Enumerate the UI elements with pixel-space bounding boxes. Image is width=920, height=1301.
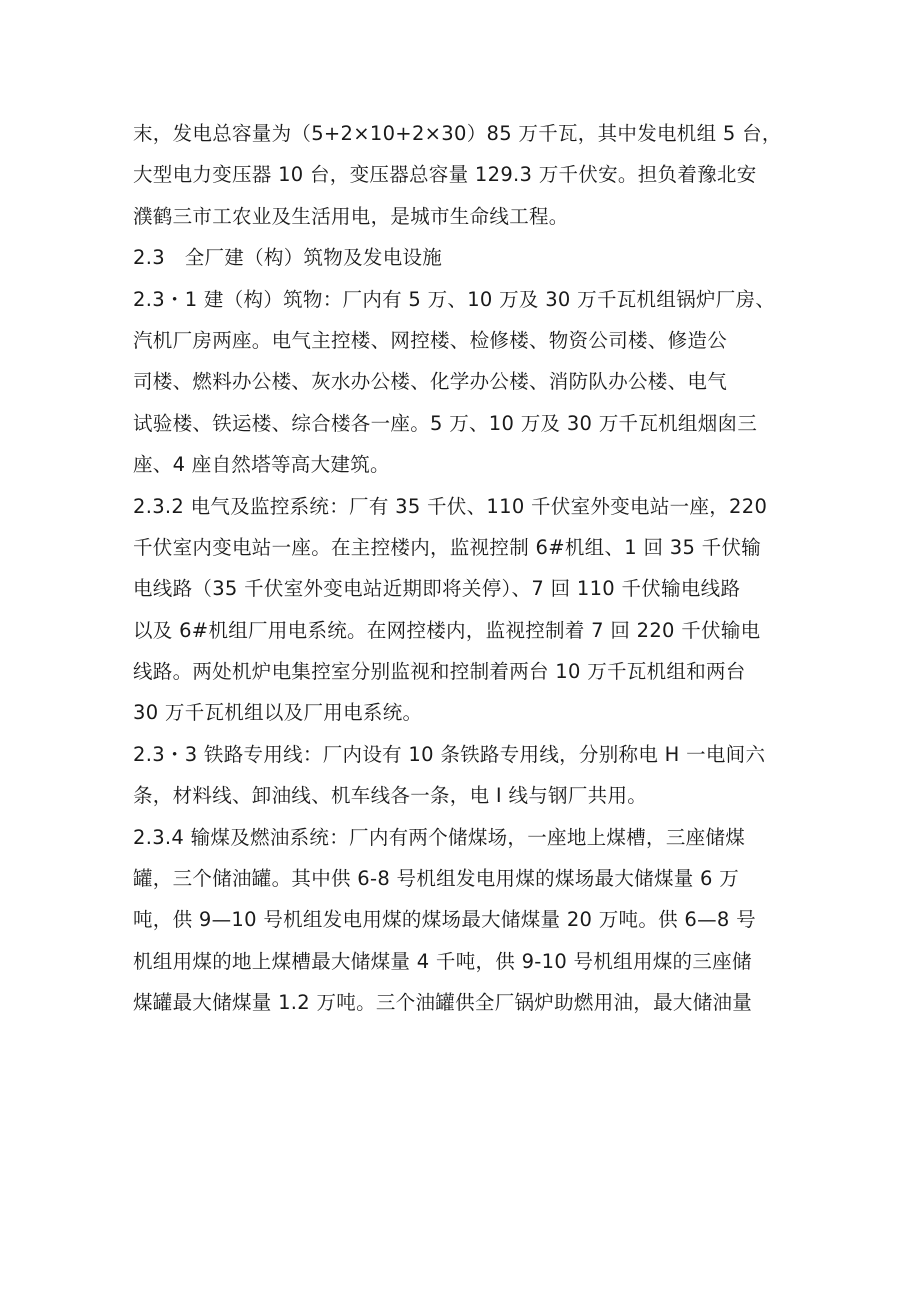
text-line: 座、4 座自然塔等高大建筑。	[133, 453, 390, 477]
text-line: 机组用煤的地上煤槽最大储煤量 4 千吨，供 9-10 号机组用煤的三座储	[133, 949, 752, 973]
text-line: 罐，三个储油罐。其中供 6-8 号机组发电用煤的煤场最大储煤量 6 万	[133, 867, 740, 891]
text-line: 试验楼、铁运楼、综合楼各一座。5 万、10 万及 30 万千瓦机组烟囱三	[133, 411, 758, 435]
text-line: 吨，供 9—10 号机组发电用煤的煤场最大储煤量 20 万吨。供 6—8 号	[133, 908, 756, 932]
text-line: 2.3.4 输煤及燃油系统：厂内有两个储煤场，一座地上煤槽，三座储煤	[133, 825, 746, 849]
text-line: 2.3・3 铁路专用线：厂内设有 10 条铁路专用线，分别称电 H 一电间六	[133, 742, 766, 766]
text-line: 煤罐最大储煤量 1.2 万吨。三个油罐供全厂锅炉助燃用油，最大储油量	[133, 991, 753, 1015]
text-line: 2.3・1 建（构）筑物：厂内有 5 万、10 万及 30 万千瓦机组锅炉厂房、	[133, 287, 776, 311]
text-line: 汽机厂房两座。电气主控楼、网控楼、检修楼、物资公司楼、修造公	[133, 328, 728, 352]
body-text	[133, 113, 797, 1024]
text-line: 千伏室内变电站一座。在主控楼内，监视控制 6#机组、1 回 35 千伏输	[133, 535, 762, 559]
text-line: 30 万千瓦机组以及厂用电系统。	[133, 701, 423, 725]
section-heading: 2.3 全厂建（构）筑物及发电设施	[133, 246, 443, 270]
text-line: 电线路（35 千伏室外变电站近期即将关停）、7 回 110 千伏输电线路	[133, 577, 741, 601]
text-line: 2.3.2 电气及监控系统：厂有 35 千伏、110 千伏室外变电站一座，220	[133, 494, 768, 518]
text-line: 以及 6#机组厂用电系统。在网控楼内，监视控制着 7 回 220 千伏输电	[133, 618, 761, 642]
text-line: 线路。两处机炉电集控室分别监视和控制着两台 10 万千瓦机组和两台	[133, 660, 746, 684]
text-line: 大型电力变压器 10 台，变压器总容量 129.3 万千伏安。担负着豫北安	[133, 163, 757, 187]
text-line: 末，发电总容量为（5+2×10+2×30）85 万千瓦，其中发电机组 5 台，	[133, 122, 782, 145]
text-line: 濮鹤三市工农业及生活用电，是城市生命线工程。	[133, 204, 569, 228]
text-line: 条，材料线、卸油线、机车线各一条，电 I 线与钢厂共用。	[133, 784, 648, 808]
text-line: 司楼、燃料办公楼、灰水办公楼、化学办公楼、消防队办公楼、电气	[133, 370, 728, 394]
